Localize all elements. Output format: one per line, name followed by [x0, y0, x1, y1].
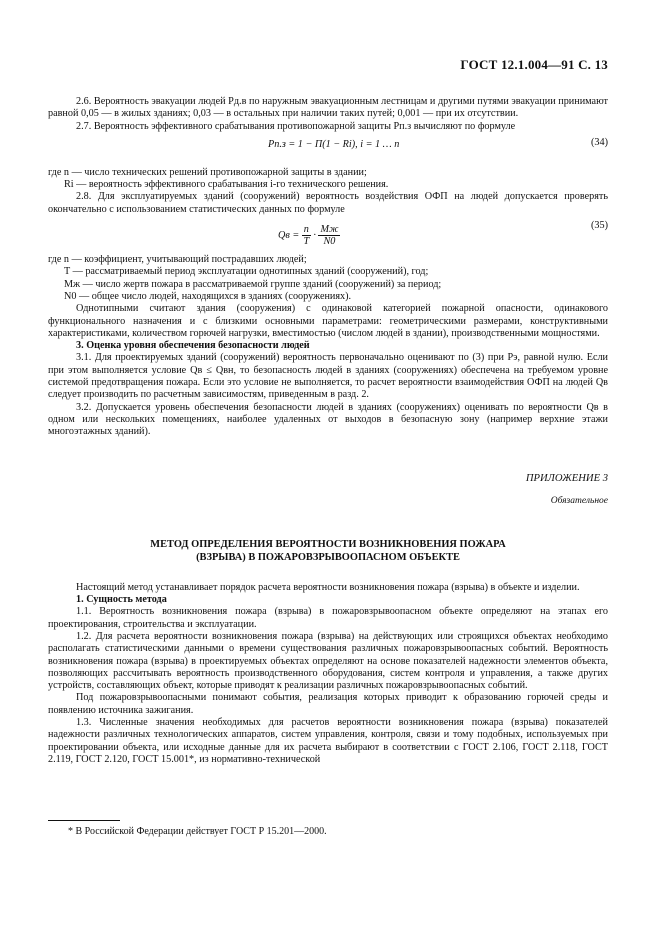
formula-35-number: (35) — [591, 220, 608, 232]
fraction-1-numerator: n — [303, 224, 309, 236]
paragraph-pod: Под пожаровзрывоопасными понимают события, реализация которых приводит к образованию горючей среды и появлению источника зажигания. — [48, 692, 608, 716]
paragraph-2-6: 2.6. Вероятность эвакуации людей Pд.в по наружным эвакуационным лестницам и другими путями эвакуации принимают равной 0,05 — в жилых зданиях; 0,03 — в остальных при наличии таких путей; 0,001 — при их отсутствии. — [48, 96, 608, 120]
appendix-intro: Настоящий метод устанавливает порядок расчета вероятности возникновения пожара (взрыва) в объекте и изделии. — [76, 581, 580, 593]
paragraph-2-7: 2.7. Вероятность эффективного срабатывания противопожарной защиты Pп.з вычисляют по формуле — [76, 120, 516, 132]
paragraph-2-8: 2.8. Для эксплуатируемых зданий (сооружений) вероятность воздействия ОФП на людей допускается проверять окончательно с использованием статистических данных по формуле — [48, 191, 608, 215]
formula-34-expression: Pп.з = 1 − Π(1 − Ri), i = 1 … n — [268, 138, 400, 150]
appendix-title-line-1: МЕТОД ОПРЕДЕЛЕНИЯ ВЕРОЯТНОСТИ ВОЗНИКНОВЕНИЯ ПОЖАРА — [150, 538, 506, 550]
formula-34 — [48, 135, 608, 165]
where2-n0: N0 — общее число людей, находящихся в зданиях (сооружениях). — [64, 290, 352, 302]
formula-35 — [48, 218, 608, 252]
page-body — [48, 96, 608, 766]
appendix-label: ПРИЛОЖЕНИЕ 3 — [525, 472, 608, 484]
where2-m: Mж — число жертв пожара в рассматриваемой группе зданий (сооружений) за период; — [64, 278, 442, 290]
where-n: где n — число технических решений противопожарной защиты в здании; — [48, 166, 367, 178]
formula-35-fraction-2 — [318, 224, 340, 247]
footnote — [48, 820, 608, 837]
formula-35-fraction-1 — [302, 224, 311, 247]
formula-35-expression: Qв = $\frac{n}{T}$ · Mж N0 — [278, 224, 339, 248]
footnote-text: * В Российской Федерации действует ГОСТ Р 15.201—2000. — [68, 826, 327, 837]
section-3-heading: 3. Оценка уровня обеспечения безопасности людей — [76, 340, 310, 352]
where-r: Ri — вероятность эффективного срабатывания i-го технического решения. — [64, 179, 389, 191]
where2-t: T — рассматриваемый период эксплуатации однотипных зданий (сооружений), год; — [64, 266, 429, 278]
paragraph-3-2: 3.2. Допускается уровень обеспечения безопасности людей в зданиях (сооружениях) оценивать по вероятности Qв в одном или нескольких помещениях, наиболее удаленных от выходов в безопасную зону (например верхние этажи многоэтажных зданий). — [48, 401, 608, 438]
appendix-status: Обязательное — [550, 496, 608, 507]
paragraph-odnotipnye: Однотипными считают здания (сооружения) с одинаковой категорией пожарной опасности, одинакового функционального назначения и с близкими основными параметрами: геометрическими размерами, конструктивными характеристиками, количеством горючей нагрузки, вместимостью (числом людей в здании), производственными мощностями. — [48, 303, 608, 339]
formula-34-number: (34) — [591, 136, 608, 148]
footnote-rule — [48, 820, 120, 821]
appendix-heading-1: 1. Сущность метода — [76, 594, 167, 606]
appendix-title-line-2: (ВЗРЫВА) В ПОЖАРОВЗРЫВООПАСНОМ ОБЪЕКТЕ — [196, 551, 460, 563]
paragraph-3-1: 3.1. Для проектируемых зданий (сооружений) вероятность первоначально оценивают по (3) при Pэ, равной нулю. Если при этом выполняется условие Qв ≤ Qвн, то безопасность людей в зданиях (сооружениях) обеспечена на требуемом уровне системой предотвращения пожара. Если это условие не выполняется, то расчет вероятности взаимодействия ОФП на людей Qв следует производить по расчетным зависимостям, приведенным в разд. 2. — [48, 352, 608, 401]
where2-n: где n — коэффициент, учитывающий пострадавших людей; — [48, 254, 307, 266]
formula-35-left: Qв = — [278, 229, 300, 241]
paragraph-a1-1: 1.1. Вероятность возникновения пожара (взрыва) в пожаровзрывоопасном объекте определяют на этапах его проектирования, строительства и эксплуатации. — [48, 606, 608, 630]
fraction-2-denominator: N0 — [323, 236, 336, 248]
appendix-title — [48, 538, 608, 564]
fraction-1-denominator: T — [303, 236, 310, 248]
page-header: ГОСТ 12.1.004—91 С. 13 — [460, 57, 608, 72]
paragraph-a1-3: 1.3. Численные значения необходимых для расчетов вероятности возникновения пожара (взрыва) показателей надежности различных технологических аппаратов, систем управления, контроля, связи и тому подобных, используемых при проектировании объекта, или исходные данные для их расчета выбирают в соответствии с ГОСТ 2.106, ГОСТ 2.118, ГОСТ 2.119, ГОСТ 2.120, ГОСТ 15.001*, из нормативно-технической — [48, 716, 608, 765]
paragraph-a1-2: 1.2. Для расчета вероятности возникновения пожара (взрыва) на действующих или строящихся объектах необходимо располагать статистическими данными о времени существования различных пожаровзрывоопасных событий. Вероятность возникновения пожара (взрыва) в проектируемых объектах определяют на основе показателей надежности элементов объекта, позволяющих рассчитывать вероятность производственного оборудования, систем контроля и управления, а также других устройств, составляющих объект, которые приводят к реализации различных пожаровзрывоопасных событий. — [48, 630, 608, 692]
fraction-2-numerator: Mж — [320, 224, 339, 236]
